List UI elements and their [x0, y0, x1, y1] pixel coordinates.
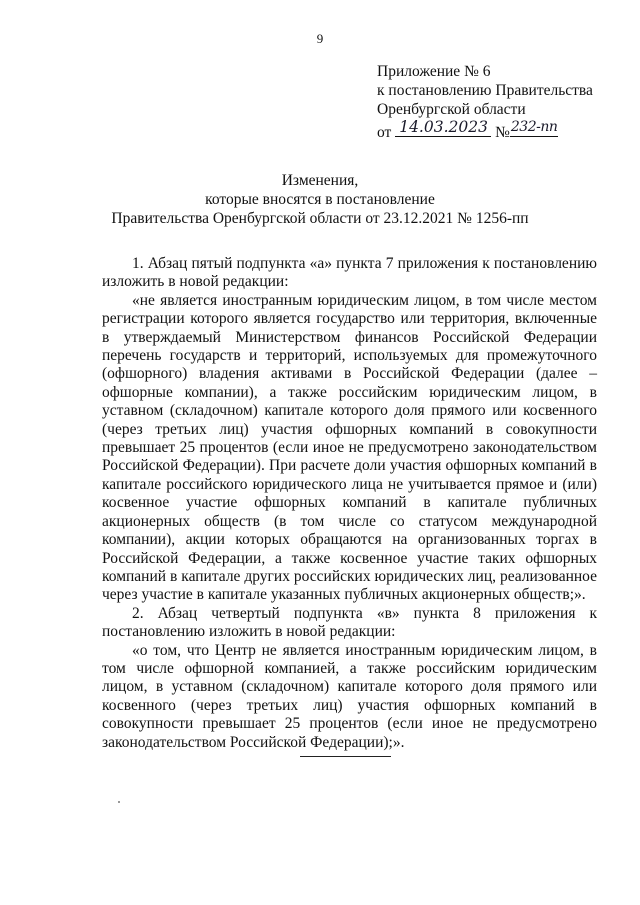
date-field — [395, 119, 491, 137]
appendix-header — [377, 62, 593, 142]
number-field — [510, 119, 558, 137]
appendix-title: Приложение № 6 — [377, 63, 491, 80]
paragraph-quote-2: «о том, что Центр не является иностранным юридическим лицом, в том числе офшорной компанией, а также российским юридическим лицом, в уставном (складочном) капитале которого доля прямого или косвенного (через третьих лиц) участия офшорных компаний в совокупности превышает 25 процентов (если иное не предусмотрено законодательством Российской Федерации);». — [102, 641, 597, 751]
appendix-reference: к постановлению Правительства — [377, 82, 593, 99]
scan-speck — [118, 801, 120, 803]
title-line-1: Изменения, — [281, 172, 359, 189]
title-line-3: Правительства Оренбургской области от 23.12.2021 № 1256-пп — [111, 210, 529, 227]
appendix-region: Оренбургской области — [377, 101, 526, 118]
handwritten-date: 14.03.2023 — [399, 118, 488, 136]
end-divider — [300, 756, 391, 757]
page-number: 9 — [316, 31, 324, 46]
appendix-date-line — [377, 119, 593, 142]
document-title — [60, 171, 580, 228]
paragraph-item-1: 1. Абзац пятый подпункта «а» пункта 7 приложения к постановлению изложить в новой редакции: — [102, 255, 597, 291]
number-prefix: № — [495, 124, 510, 141]
date-prefix: от — [377, 124, 392, 141]
title-line-2: которые вносятся в постановление — [205, 191, 435, 208]
paragraph-quote-1: «не является иностранным юридическим лицом, в том числе местом регистрации которого является государство или территория, включенные в утверждаемый Министерством финансов Российской Федерации перечень государств и территорий, используемых для промежуточного (офшорного) владения активами в Российской Федерации (далее – офшорные компании), а также российским юридическим лицом, в уставном (складочном) капитале которого доля прямого или косвенного (через третьих лиц) участия офшорных компаний в совокупности превышает 25 процентов (если иное не предусмотрено законодательством Российской Федерации). При расчете доли участия офшорных компаний в капитале российского юридического лица не учитывается прямое и (или) косвенное участие офшорных компаний в капитале публичных акционерных обществ (в том числе со статусом международной компании), акции которых обращаются на организованных торгах в Российской Федерации, а также косвенное участие таких офшорных компаний в капитале других российских юридических лиц, реализованное через участие в капитале указанных публичных акционерных обществ;». — [102, 291, 597, 604]
handwritten-number: 232-пп — [510, 119, 558, 135]
document-body — [102, 255, 597, 752]
paragraph-item-2: 2. Абзац четвертый подпункта «в» пункта 8 приложения к постановлению изложить в новой редакции: — [102, 604, 597, 641]
